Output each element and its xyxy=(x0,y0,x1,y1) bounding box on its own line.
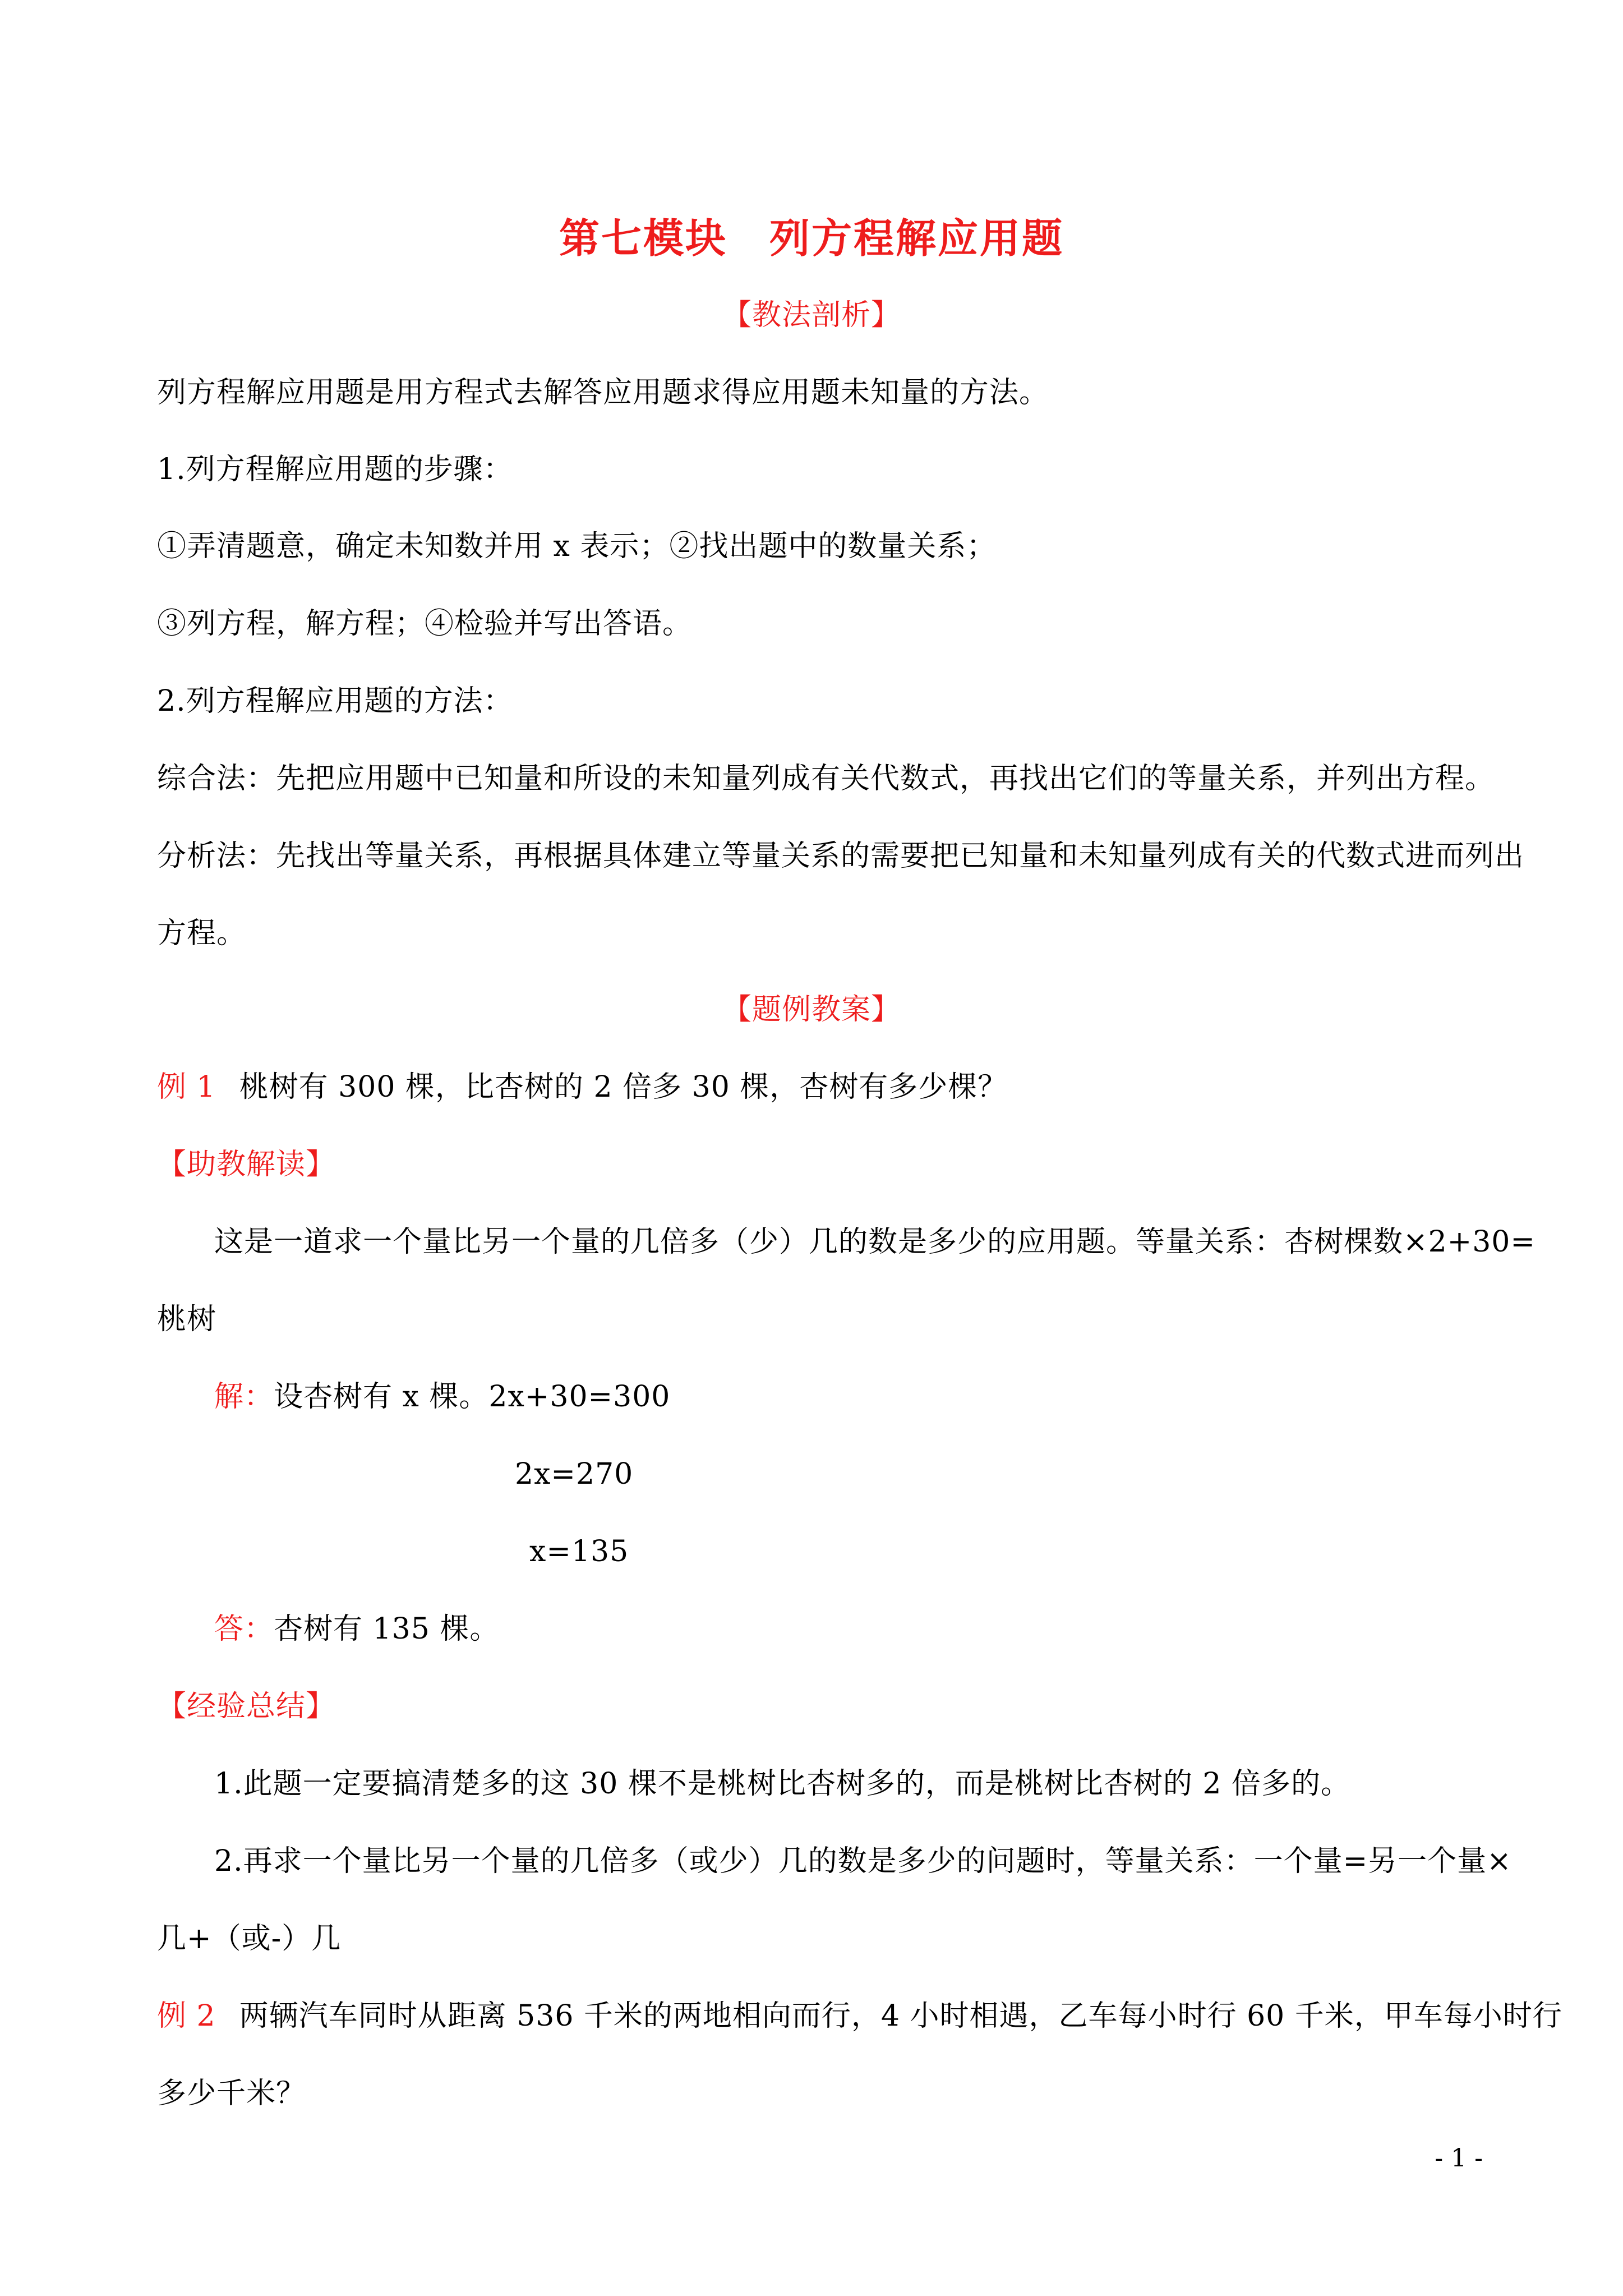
section-heading-method: 【教法剖析】 xyxy=(722,298,901,332)
summary-line-1: 1.此题一定要搞清楚多的这 30 棵不是桃树比杏树多的，而是桃树比杏树的 2 倍多的。 xyxy=(214,1767,1350,1801)
example-1-label: 例 1 xyxy=(157,1070,216,1104)
solution-line-3: x=135 xyxy=(529,1535,629,1568)
example-2-question-line-1 xyxy=(157,1998,1562,2034)
reading-line-2: 桃树 xyxy=(157,1303,217,1336)
reading-line-1: 这是一道求一个量比另一个量的几倍多（少）几的数是多少的应用题。等量关系：杏树棵数×2+30= xyxy=(214,1225,1536,1259)
answer-line xyxy=(214,1611,499,1647)
answer-text: 杏树有 135 棵。 xyxy=(274,1612,500,1646)
intro-paragraph: 列方程解应用题是用方程式去解答应用题求得应用题未知量的方法。 xyxy=(157,376,1049,409)
steps-line-1: ①弄清题意，确定未知数并用 x 表示；②找出题中的数量关系； xyxy=(157,530,997,563)
example-2-label: 例 2 xyxy=(157,1999,216,2033)
example-2-text-1: 两辆汽车同时从距离 536 千米的两地相向而行，4 小时相遇，乙车每小时行 60 千米，甲车每小时行 xyxy=(239,1999,1562,2033)
analysis-method-line-1: 分析法：先找出等量关系，再根据具体建立等量关系的需要把已知量和未知量列成有关的代数式进而列出 xyxy=(157,839,1525,873)
example-1-text: 桃树有 300 棵，比杏树的 2 倍多 30 棵，杏树有多少棵？ xyxy=(239,1070,1008,1104)
answer-label: 答： xyxy=(214,1612,274,1646)
summary-line-3: 几+（或-）几 xyxy=(157,1922,342,1955)
page-number: - 1 - xyxy=(1435,2144,1483,2173)
solution-label: 解： xyxy=(214,1380,274,1414)
page-title: 第七模块 列方程解应用题 xyxy=(559,214,1064,262)
summary-heading: 【经验总结】 xyxy=(157,1690,336,1723)
summary-line-2: 2.再求一个量比另一个量的几倍多（或少）几的数是多少的问题时，等量关系：一个量=另一个量× xyxy=(214,1844,1512,1878)
synthesis-method: 综合法：先把应用题中已知量和所设的未知量列成有关代数式，再找出它们的等量关系，并列出方程。 xyxy=(157,762,1495,795)
solution-equation-1: 设杏树有 x 棵。2x+30=300 xyxy=(274,1380,671,1414)
steps-line-2: ③列方程，解方程；④检验并写出答语。 xyxy=(157,607,693,641)
solution-line-2: 2x=270 xyxy=(515,1457,634,1491)
analysis-method-line-2: 方程。 xyxy=(157,917,247,950)
reading-heading: 【助教解读】 xyxy=(157,1148,336,1181)
section-heading-examples: 【题例教案】 xyxy=(722,993,901,1027)
steps-heading: 1.列方程解应用题的步骤： xyxy=(157,453,513,486)
methods-heading: 2.列方程解应用题的方法： xyxy=(157,684,513,718)
example-1-question xyxy=(157,1069,1007,1105)
solution-line-1 xyxy=(214,1379,670,1415)
example-2-question-line-2: 多少千米？ xyxy=(157,2077,306,2110)
